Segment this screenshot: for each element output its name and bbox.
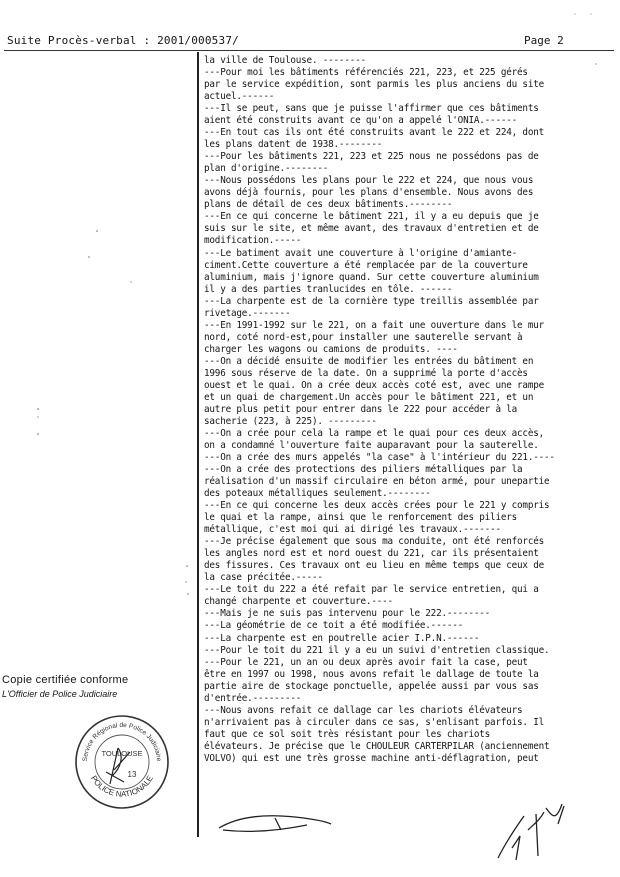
statement-line: les angles nord est et nord ouest du 221, car ils présentaient <box>204 548 539 560</box>
statement-line: ---Nous avons refait ce dallage car les chariots élévateurs <box>204 704 523 716</box>
statement-line: la case précitée.----- <box>204 572 323 584</box>
procedure-reference: Suite Procès-verbal : 2001/000537/ <box>7 34 239 47</box>
statement-line: rivetage.------- <box>204 307 291 319</box>
statement-line: métallique, c'est moi qui ai dirigé les travaux.------- <box>204 524 501 536</box>
statement-line: sacherie (223, à 225). --------- <box>204 415 377 427</box>
statement-line: ---En ce qui concerne les deux accès crées pour le 221 y compris <box>204 500 550 512</box>
statement-line: ---Le batiment avait une couverture à l'origine d'amiante- <box>204 247 518 259</box>
statement-line: élévateurs. Je précise que le CHOULEUR CARTERPILAR (anciennement <box>204 740 550 752</box>
certification-title: Copie certifiée conforme <box>2 674 129 686</box>
statement-line: ---Pour le 221, un an ou deux après avoir fait la case, peut <box>204 656 528 668</box>
statement-line: ---La charpente est de la cornière type treillis assemblée par <box>204 295 539 307</box>
statement-line: ---En tout cas ils ont été construits avant le 222 et 224, dont <box>204 127 545 139</box>
statement-line: par le service expédition, sont parmis les plus anciens du site <box>204 79 545 91</box>
stamp-number: 13 <box>127 770 137 779</box>
stamp-bottom-text: POLICE NATIONALE <box>89 774 155 799</box>
statement-line: ---Pour moi les bâtiments référenciés 221, 223, et 225 gérés <box>204 67 528 79</box>
statement-line: ---Mais je ne suis pas intervenu pour le 222.-------- <box>204 608 491 620</box>
statement-line: ---Nous possédons les plans pour le 222 et 224, que nous vous <box>204 175 534 187</box>
statement-line: d'entrée.--------- <box>204 692 302 704</box>
statement-line: ---La charpente est en poutrelle acier I.P.N.------ <box>204 632 480 644</box>
statement-line: les plans datent de 1938.-------- <box>204 139 383 151</box>
statement-line: ---Le toit du 222 a été refait par le service entretien, qui a <box>204 584 539 596</box>
statement-line: réalisation d'un massif circulaire en béton armé, pour unepartie <box>204 476 550 488</box>
statement-line: VOLVO) qui est une très grosse machine anti-déflagration, peut <box>204 752 539 764</box>
statement-line: aluminium, mais j'ignore quand. Sur cette couverture aluminium <box>204 271 539 283</box>
certification-officer: L'Officier de Police Judiciaire <box>2 689 118 699</box>
statement-line: ciment.Cette couverture a été remplacée par de la couverture <box>204 259 528 271</box>
statement-line: des fissures. Ces travaux ont eu lieu en même temps que ceux de <box>204 560 545 572</box>
statement-line: faut que ce sol soit très résistant pour les chariots <box>204 728 491 740</box>
statement-line: ---On a crée des murs appelés "la case" à l'intérieur du 221.---- <box>204 452 555 464</box>
statement-line: nord, coté nord-est,pour installer une sauterelle servant à <box>204 331 523 343</box>
statement-line: charger les wagons ou camions de produits. ---- <box>204 343 458 355</box>
statement-line: ---En 1991-1992 sur le 221, on a fait une ouverture dans le mur <box>204 319 545 331</box>
statement-line: n'arrivaient pas à circuler dans ce sas, s'enlisant parfois. Il <box>204 716 545 728</box>
statement-line: modification.----- <box>204 235 302 247</box>
statement-line: la ville de Toulouse. -------- <box>204 55 366 66</box>
statement-line: aient été construits avant ce qu'on a appelé l'ONIA.------ <box>204 115 518 127</box>
statement-line: ---Il se peut, sans que je puisse l'affirmer que ces bâtiments <box>204 103 539 115</box>
statement-line: ---Pour les bâtiments 221, 223 et 225 nous ne possédons pas de <box>204 151 539 163</box>
statement-line: ---En ce qui concerne le bâtiment 221, il y a eu depuis que je <box>204 211 539 223</box>
statement-line: 1996 sous réserve de la date. On a supprimé la porte d'accès <box>204 367 528 379</box>
statement-line: suis sur le site, et même avant, des travaux d'entretien et de <box>204 223 539 235</box>
stamp-outer-text: Service Régional de Police Judiciaire <box>81 721 163 762</box>
statement-line: et un quai de chargement.Un accès pour le bâtiment 221, et un <box>204 391 534 403</box>
statement-line: ouest et le quai. On a crée deux accès coté est, avec une rampe <box>204 379 545 391</box>
statement-line: ---La géométrie de ce toit a été modifiée.------ <box>204 620 464 632</box>
statement-line: partie aire de stockage ponctuelle, appelée aussi par vous sas <box>204 680 539 692</box>
statement-line: ---On a crée pour cela la rampe et le quai pour ces deux accès, <box>204 427 545 439</box>
stamp-city: TOULOUSE <box>101 749 143 758</box>
statement-line: ---On a décidé ensuite de modifier les entrées du bâtiment en <box>204 355 534 367</box>
statement-line: plan d'origine.-------- <box>204 163 329 175</box>
statement-line: ---Pour le toit du 221 il y a eu un suivi d'entretien classique. <box>204 644 550 656</box>
statement-line: ---Je précise également que sous ma conduite, ont été renforcés <box>204 536 545 548</box>
statement-line: être en 1997 ou 1998, nous avons refait le dallage de toute la <box>204 668 539 680</box>
statement-line: avons déjà fournis, pour les plans d'ensemble. Nous avons des <box>204 187 534 199</box>
statement-line: le quai et la rampe, ainsi que le renforcement des piliers <box>204 512 518 524</box>
statement-line: on a condamné l'ouverture faite auparavant pour la sauterelle. <box>204 440 539 451</box>
statement-line: changé charpente et couverture.---- <box>204 596 393 608</box>
statement-line: il y a des parties tranlucides en tôle. ------ <box>204 283 453 295</box>
statement-line: actuel.------ <box>204 91 275 103</box>
statement-line: plans de détail de ces deux bâtiments.-------- <box>204 199 453 211</box>
statement-line: ---On a crée des protections des piliers métalliques par la <box>204 464 523 476</box>
statement-line: autre plus petit pour entrer dans le 222 pour accéder à la <box>204 403 518 415</box>
page-number: Page 2 <box>524 34 564 47</box>
statement-line: des poteaux métalliques seulement.-------- <box>204 488 431 500</box>
